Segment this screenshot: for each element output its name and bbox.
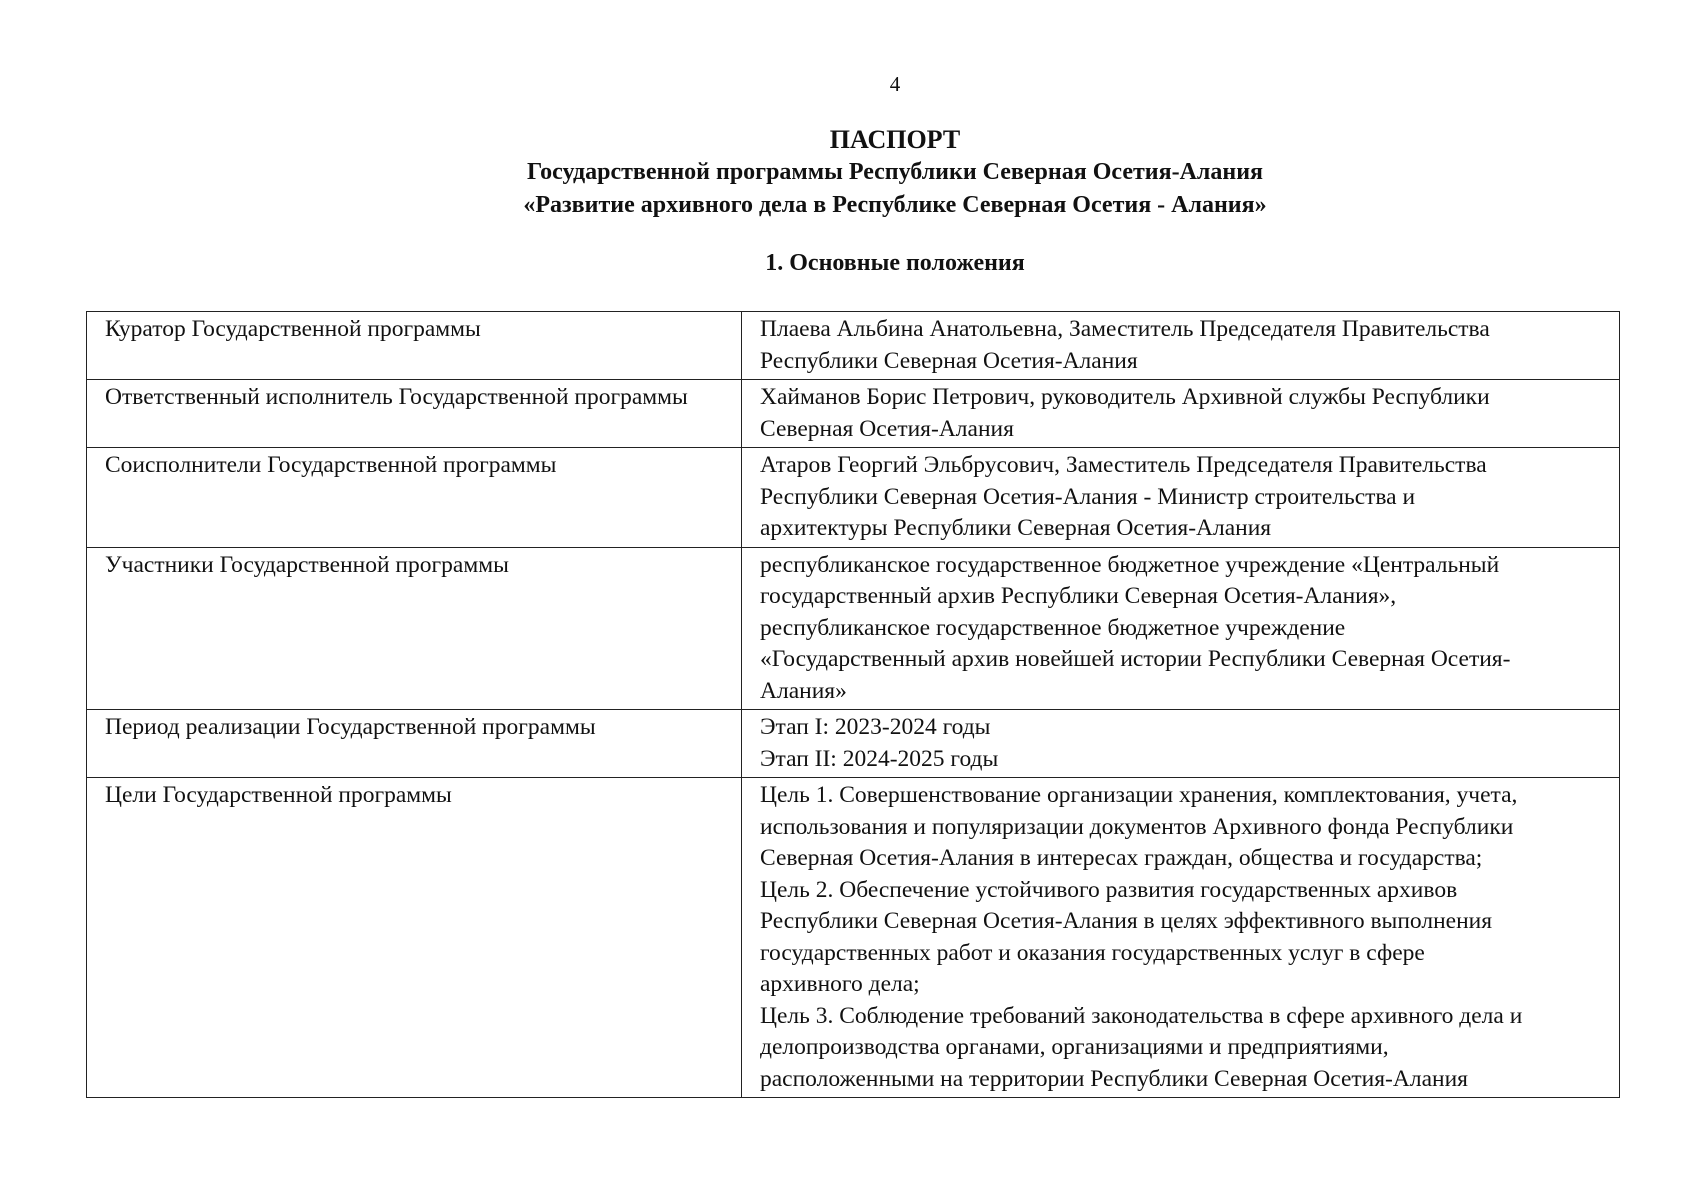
value-line: Цель 1. Совершенствование организации хранения, комплектования, учета, bbox=[760, 782, 1518, 808]
row-value bbox=[742, 448, 1620, 548]
passport-table bbox=[86, 311, 1620, 1098]
section-heading: 1. Основные положения bbox=[765, 250, 1025, 276]
value-line: Республики Северная Осетия-Алания в целях эффективного выполнения bbox=[760, 908, 1493, 934]
row-value bbox=[742, 547, 1620, 710]
row-label: Период реализации Государственной программы bbox=[87, 710, 742, 778]
row-label: Цели Государственной программы bbox=[87, 778, 742, 1098]
table-row-curator bbox=[87, 312, 1620, 380]
value-line: Алания» bbox=[760, 677, 847, 704]
row-value bbox=[742, 778, 1620, 1098]
row-label: Участники Государственной программы bbox=[87, 547, 742, 710]
value-line: Этап II: 2024-2025 годы bbox=[760, 745, 999, 772]
page-number: 4 bbox=[889, 72, 901, 96]
value-line: республиканское государственное бюджетное учреждение «Центральный bbox=[760, 551, 1500, 578]
row-label: Куратор Государственной программы bbox=[87, 312, 742, 380]
row-value bbox=[742, 380, 1620, 448]
document-title: ПАСПОРТ bbox=[829, 125, 961, 154]
table-row-responsible-executor bbox=[87, 380, 1620, 448]
value-line: архивного дела; bbox=[760, 971, 920, 997]
value-line: Северная Осетия-Алания bbox=[760, 415, 1014, 442]
value-line: Республики Северная Осетия-Алания bbox=[760, 347, 1138, 374]
document-subtitle-line-2: «Развитие архивного дела в Республике Северная Осетия - Алания» bbox=[523, 192, 1267, 218]
value-line: использования и популяризации документов Архивного фонда Республики bbox=[760, 813, 1514, 840]
value-line: Атаров Георгий Эльбрусович, Заместитель Председателя Правительства bbox=[760, 452, 1487, 478]
value-line: Хайманов Борис Петрович, руководитель Архивной службы Республики bbox=[760, 384, 1490, 410]
row-label: Ответственный исполнитель Государственной программы bbox=[87, 380, 742, 448]
row-label: Соисполнители Государственной программы bbox=[87, 448, 742, 548]
table-row-goals bbox=[87, 778, 1620, 1098]
document-header bbox=[0, 124, 1684, 222]
passport-table-body bbox=[87, 312, 1620, 1098]
value-line: Республики Северная Осетия-Алания - Министр строительства и bbox=[760, 483, 1416, 510]
value-line: Северная Осетия-Алания в интересах граждан, общества и государства; bbox=[760, 845, 1483, 871]
value-line: государственных работ и оказания государственных услуг в сфере bbox=[760, 939, 1425, 966]
value-line: государственный архив Республики Северная Осетия-Алания», bbox=[760, 583, 1397, 609]
document-subtitle-line-1: Государственной программы Республики Северная Осетия-Алания bbox=[526, 159, 1264, 185]
value-line: расположенными на территории Республики Северная Осетия-Алания bbox=[760, 1065, 1468, 1092]
table-row-co-executors bbox=[87, 448, 1620, 548]
value-line: архитектуры Республики Северная Осетия-Алания bbox=[760, 515, 1272, 541]
value-line: Этап I: 2023-2024 годы bbox=[760, 714, 991, 740]
table-row-implementation-period bbox=[87, 710, 1620, 778]
table-row-participants bbox=[87, 547, 1620, 710]
value-line: делопроизводства органами, организациями и предприятиями, bbox=[760, 1034, 1389, 1060]
value-line: «Государственный архив новейшей истории Республики Северная Осетия- bbox=[760, 646, 1511, 672]
value-line: Цель 2. Обеспечение устойчивого развития государственных архивов bbox=[760, 876, 1458, 903]
value-line: республиканское государственное бюджетное учреждение bbox=[760, 614, 1346, 641]
row-value bbox=[742, 710, 1620, 778]
value-line: Плаева Альбина Анатольевна, Заместитель Председателя Правительства bbox=[760, 316, 1490, 342]
value-line: Цель 3. Соблюдение требований законодательства в сфере архивного дела и bbox=[760, 1002, 1523, 1029]
row-value bbox=[742, 312, 1620, 380]
